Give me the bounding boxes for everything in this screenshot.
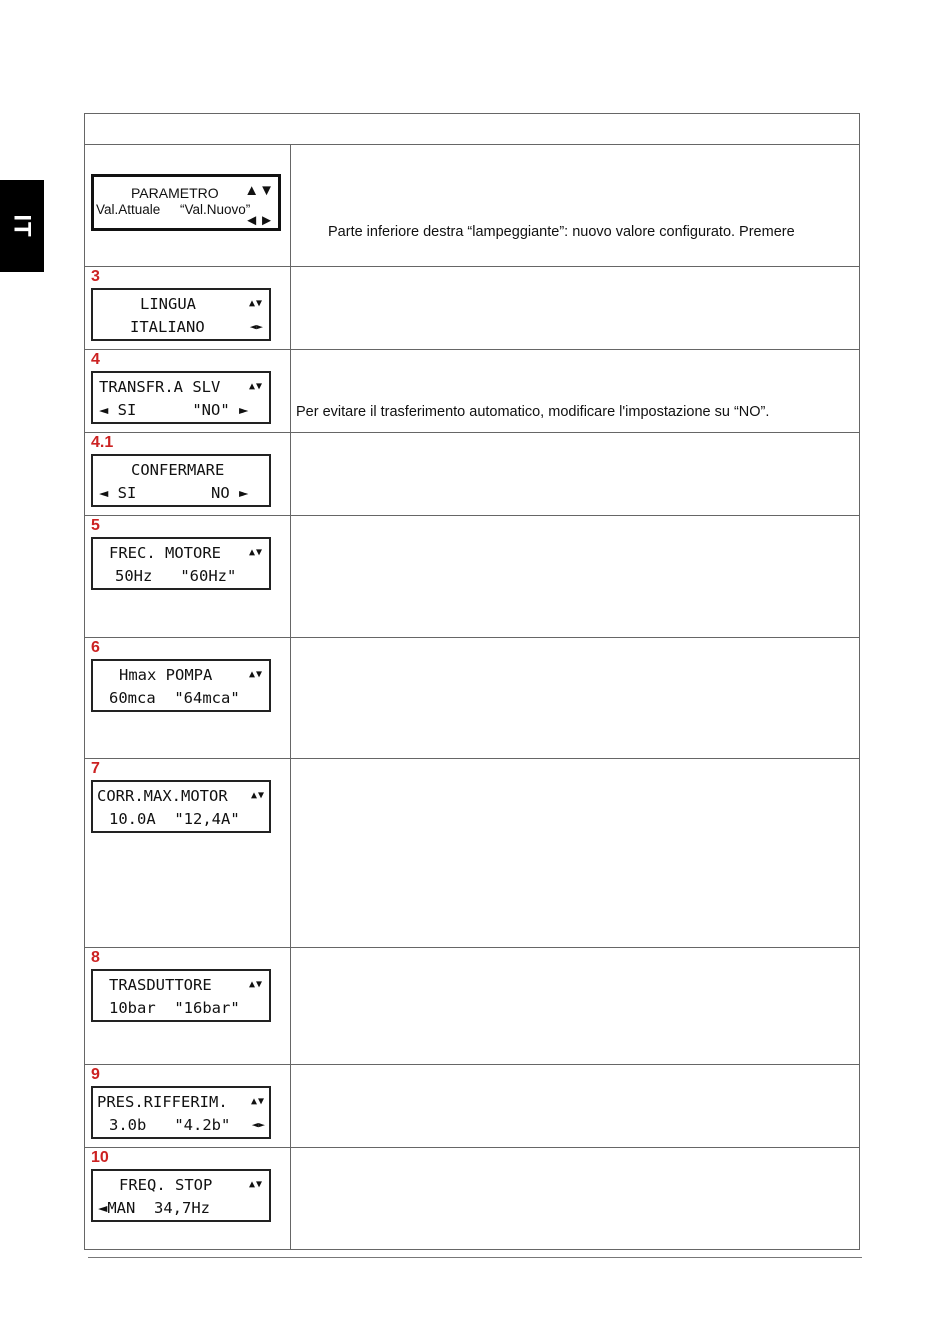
description-cell — [291, 267, 860, 350]
lcd-cell — [85, 350, 291, 433]
lcd-display — [91, 780, 271, 833]
description-cell — [291, 1065, 860, 1148]
lcd-line2: 60mca "64mca" — [109, 689, 240, 707]
lcd-display — [91, 371, 271, 424]
up-down-arrow-icon: ▲▼ — [248, 1179, 263, 1190]
description-cell — [291, 638, 860, 759]
table-row — [85, 759, 860, 948]
lcd-cell — [85, 145, 291, 267]
lcd-line1: TRANSFR.A SLV — [99, 378, 221, 396]
description-cell — [291, 516, 860, 638]
step-number: 6 — [91, 639, 100, 656]
up-down-arrow-icon: ▲▼ — [248, 298, 263, 309]
description-cell — [291, 350, 860, 433]
lcd-line2: 3.0b "4.2b" — [109, 1116, 231, 1134]
up-down-arrow-icon: ▲▼ — [250, 790, 265, 801]
lcd-display — [91, 288, 271, 341]
lcd-cell — [85, 516, 291, 638]
up-down-arrow-icon: ▲▼ — [248, 547, 263, 558]
lcd-display — [91, 1169, 271, 1222]
step-number: 3 — [91, 268, 100, 285]
lcd-line1: CONFERMARE — [131, 461, 225, 479]
up-down-arrow-icon: ▲▼ — [244, 182, 274, 199]
lcd-line2: 10.0A "12,4A" — [109, 810, 240, 828]
description-text: Parte inferiore destra “lampeggiante”: nuovo valore configurato. Premere — [328, 224, 795, 240]
table-row — [85, 145, 860, 267]
table-row — [85, 1065, 860, 1148]
table-row — [85, 350, 860, 433]
step-number: 10 — [91, 1149, 109, 1166]
description-cell — [291, 1148, 860, 1250]
lcd-current-value: Val.Attuale — [96, 202, 161, 217]
step-number: 4.1 — [91, 434, 114, 451]
footer-rule — [88, 1257, 862, 1258]
step-number: 5 — [91, 517, 100, 534]
up-down-arrow-icon: ▲▼ — [250, 1096, 265, 1107]
lcd-line2: ◄MAN 34,7Hz — [98, 1199, 210, 1217]
table-row — [85, 267, 860, 350]
lcd-cell — [85, 433, 291, 516]
step-number: 9 — [91, 1066, 100, 1083]
lcd-line2: 10bar "16bar" — [109, 999, 240, 1017]
lcd-line2: ◄ SI NO ► — [99, 484, 249, 502]
table-row — [85, 948, 860, 1065]
left-right-arrow-icon: ◄► — [244, 212, 274, 229]
parameter-table — [84, 113, 860, 1250]
language-tab-label: IT — [8, 214, 36, 238]
left-right-arrow-icon: ◄► — [249, 320, 263, 333]
description-cell — [291, 948, 860, 1065]
description-cell — [291, 145, 860, 267]
header-cell — [85, 114, 860, 145]
lcd-cell — [85, 638, 291, 759]
lcd-display — [91, 969, 271, 1022]
lcd-line1: PARAMETRO — [131, 185, 219, 201]
lcd-line1: TRASDUTTORE — [109, 976, 212, 994]
left-right-arrow-icon: ◄► — [251, 1118, 265, 1131]
lcd-display-example — [91, 174, 281, 231]
lcd-cell — [85, 948, 291, 1065]
lcd-cell — [85, 1148, 291, 1250]
description-cell — [291, 759, 860, 948]
lcd-line1: FREC. MOTORE — [109, 544, 221, 562]
lcd-cell — [85, 267, 291, 350]
description-cell — [291, 433, 860, 516]
table-row — [85, 433, 860, 516]
lcd-line2: ITALIANO — [130, 318, 205, 336]
up-down-arrow-icon: ▲▼ — [248, 669, 263, 680]
lcd-line2: ◄ SI "NO" ► — [99, 401, 249, 419]
table-header-row — [85, 114, 860, 145]
lcd-line1: FREQ. STOP — [119, 1176, 213, 1194]
up-down-arrow-icon: ▲▼ — [248, 979, 263, 990]
lcd-line1: Hmax POMPA — [119, 666, 213, 684]
lcd-new-value: “Val.Nuovo” — [180, 202, 251, 217]
lcd-line1: CORR.MAX.MOTOR — [97, 787, 228, 805]
lcd-cell — [85, 759, 291, 948]
lcd-display — [91, 454, 271, 507]
step-number: 4 — [91, 351, 100, 368]
step-number: 8 — [91, 949, 100, 966]
step-number: 7 — [91, 760, 100, 777]
lcd-cell — [85, 1065, 291, 1148]
lcd-line1: LINGUA — [140, 295, 196, 313]
table-row — [85, 638, 860, 759]
lcd-line1: PRES.RIFFERIM. — [97, 1093, 228, 1111]
lcd-display — [91, 537, 271, 590]
description-text: Per evitare il trasferimento automatico, modificare l'impostazione su “NO”. — [296, 404, 770, 420]
language-tab — [0, 180, 44, 272]
table-row — [85, 516, 860, 638]
up-down-arrow-icon: ▲▼ — [248, 381, 263, 392]
lcd-line2: 50Hz "60Hz" — [115, 567, 237, 585]
table-row — [85, 1148, 860, 1250]
lcd-display — [91, 659, 271, 712]
lcd-display — [91, 1086, 271, 1139]
